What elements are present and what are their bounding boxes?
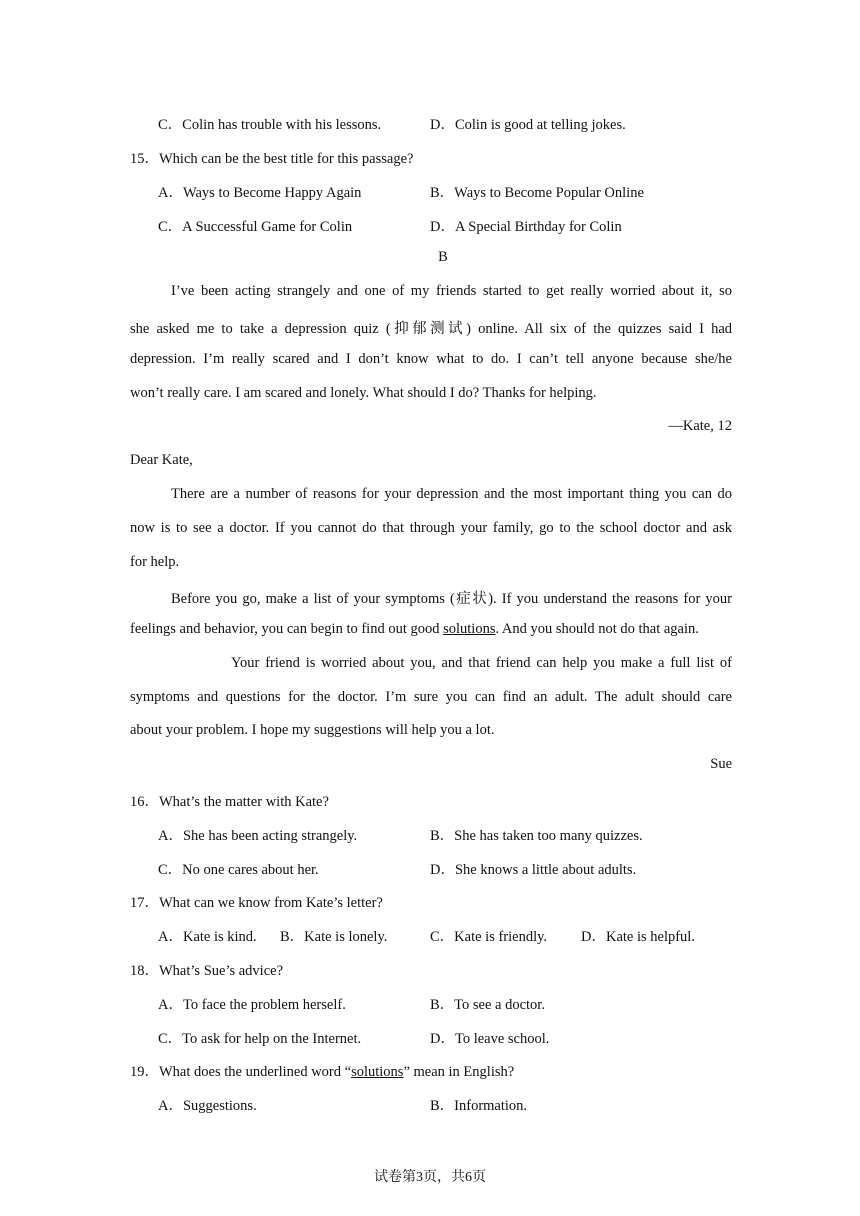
q19-stem-end: ” mean in English? [403,1064,515,1080]
q19-option-b[interactable]: B．Information. [430,1098,528,1114]
reply-p2-line-2 [130,621,732,638]
q15-stem: 15．Which can be the best title for this passage? [130,151,414,167]
q18-option-b[interactable]: B．To see a doctor. [430,997,545,1013]
letter-line-1: I’ve been acting strangely and one of my friends started to get really worried about it, so [171,283,732,299]
q14-option-c[interactable]: C．Colin has trouble with his lessons. [158,117,382,133]
q19-underlined-word: solutions [351,1064,404,1080]
q14-option-d[interactable]: D．Colin is good at telling jokes. [430,117,626,133]
reply-p3-line-3: about your problem. I hope my suggestions will help you a lot. [130,722,495,738]
letter-line-4: won’t really care. I am scared and lonely. What should I do? Thanks for helping. [130,385,597,401]
reply-p1-line-1: There are a number of reasons for your depression and the most important thing you can do [171,486,732,502]
reply-p2-line-2-start: feelings and behavior, you can begin to find out good [130,621,444,637]
q18-option-d[interactable]: D．To leave school. [430,1031,550,1047]
reply-signature: Sue [710,756,732,772]
q16-option-c[interactable]: C．No one cares about her. [158,862,319,878]
q17-stem: 17．What can we know from Kate’s letter? [130,895,383,911]
q19-stem [130,1060,732,1081]
q16-option-d[interactable]: D．She knows a little about adults. [430,862,637,878]
q17-option-d[interactable]: D．Kate is helpful. [581,929,695,945]
q19-stem-start: 19．What does the underlined word “ [130,1064,352,1080]
letter-line-2: she asked me to take a depression quiz (抑郁测试) online. All six of the quizzes said I had [130,321,732,337]
reply-p2-line-2-end: . And you should not do that again. [495,621,699,637]
q18-stem: 18．What’s Sue’s advice? [130,963,284,979]
q16-option-b[interactable]: B．She has taken too many quizzes. [430,828,643,844]
reply-greeting: Dear Kate, [130,452,193,468]
q16-stem: 16．What’s the matter with Kate? [130,794,329,810]
q17-option-c[interactable]: C．Kate is friendly. [430,929,548,945]
letter-signature: —Kate, 12 [668,418,732,434]
underlined-word-solutions: solutions [443,621,496,637]
q16-option-a[interactable]: A．She has been acting strangely. [158,828,358,844]
reply-p3-line-1: Your friend is worried about you, and that friend can help you make a full list of [231,655,732,671]
q15-option-c[interactable]: C．A Successful Game for Colin [158,219,353,235]
reply-p2-line-1: Before you go, make a list of your symptoms (症状). If you understand the reasons for your [171,591,732,607]
q18-option-a[interactable]: A．To face the problem herself. [158,997,346,1013]
reply-p1-line-2: now is to see a doctor. If you cannot do that through your family, go to the school doctor and ask [130,520,732,536]
section-heading-b: B [438,249,448,265]
reply-p1-line-3: for help. [130,554,180,570]
reply-p3-line-2: symptoms and questions for the doctor. I’m sure you can find an adult. The adult should care [130,689,732,705]
q18-option-c[interactable]: C．To ask for help on the Internet. [158,1031,362,1047]
q15-option-b[interactable]: B．Ways to Become Popular Online [430,185,644,201]
q17-option-a[interactable]: A．Kate is kind. [158,929,257,945]
q15-option-d[interactable]: D．A Special Birthday for Colin [430,219,622,235]
letter-line-3: depression. I’m really scared and I don’t know what to do. I can’t tell anyone because she/he [130,351,732,367]
q15-option-a[interactable]: A．Ways to Become Happy Again [158,185,362,201]
q19-option-a[interactable]: A．Suggestions. [158,1098,257,1114]
q17-option-b[interactable]: B．Kate is lonely. [280,929,388,945]
page-footer: 试卷第3页，共6页 [374,1170,486,1185]
